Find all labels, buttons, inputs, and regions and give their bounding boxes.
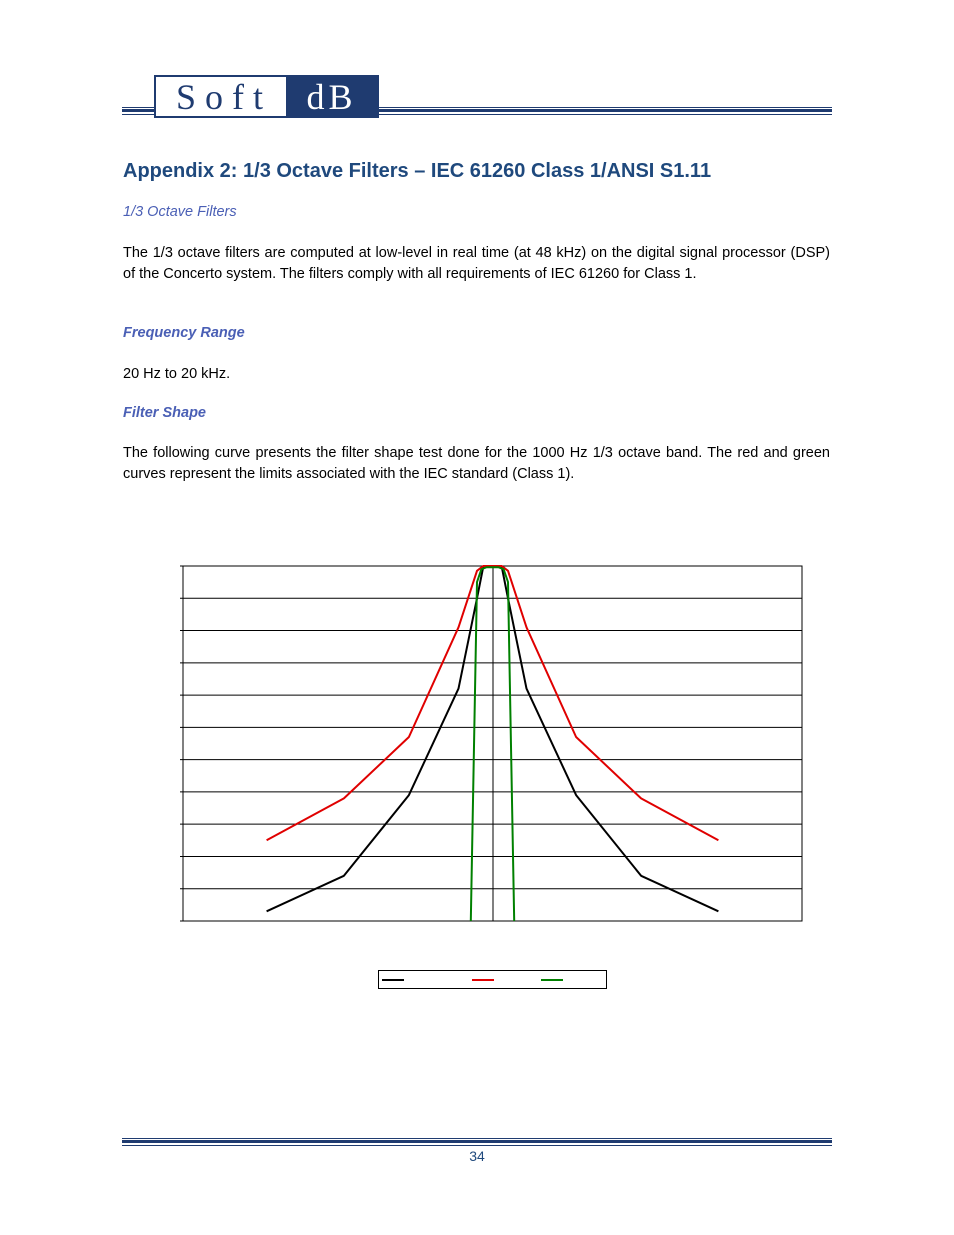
page-number: 34 xyxy=(469,1148,485,1164)
logo-soft-text: Soft xyxy=(175,76,272,117)
legend-swatch-green xyxy=(541,979,563,981)
chart-grid xyxy=(180,566,802,921)
section-body-octave-filters: The 1/3 octave filters are computed at low-level in real time (at 48 kHz) on the digital signal processor (DSP) of the Concerto system. The filters comply with all requirements of IEC 61260 for Class 1. xyxy=(123,245,830,282)
section-heading-filter-shape: Filter Shape xyxy=(123,405,206,421)
chart-legend xyxy=(378,970,607,989)
section-heading-octave-filters: 1/3 Octave Filters xyxy=(123,204,237,220)
legend-swatch-black xyxy=(382,979,404,981)
section-heading-frequency-range: Frequency Range xyxy=(123,325,245,341)
legend-swatch-red xyxy=(472,979,494,981)
section-body-frequency-range: 20 Hz to 20 kHz. xyxy=(123,366,231,382)
logo-db-text: dB xyxy=(286,77,377,116)
page-title: Appendix 2: 1/3 Octave Filters – IEC 61260 Class 1/ANSI S1.11 xyxy=(123,160,712,182)
section-body-filter-shape: The following curve presents the filter shape test done for the 1000 Hz 1/3 octave band. The red and green curves represent the limits associated with the IEC standard (Class 1). xyxy=(123,445,830,482)
